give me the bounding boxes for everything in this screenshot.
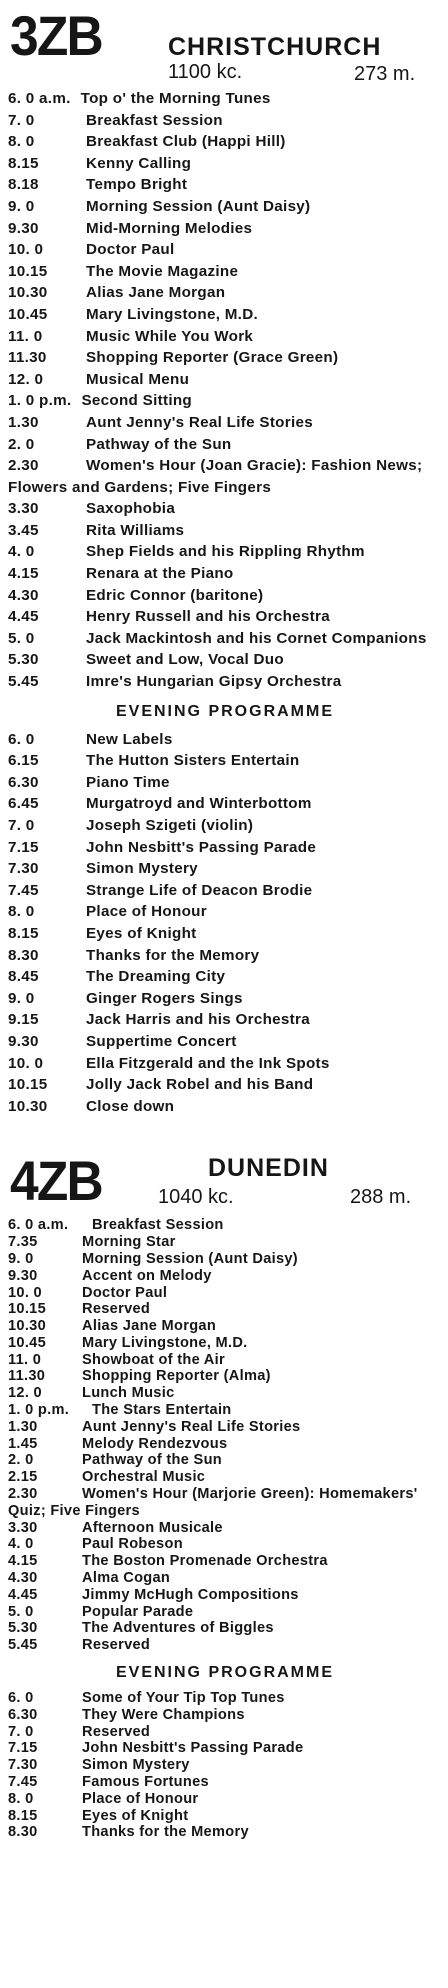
program-row — [8, 434, 442, 456]
program-row — [8, 1031, 442, 1053]
program-title: Sweet and Low, Vocal Duo — [86, 651, 284, 669]
program-time: 6.30 — [8, 1706, 38, 1723]
program-title: Kenny Calling — [86, 154, 192, 172]
program-time: 7.30 — [8, 1757, 38, 1774]
program-title: Alias Jane Morgan — [86, 284, 226, 302]
program-title: Some of Your Tip Top Tunes — [82, 1690, 285, 1707]
program-row — [8, 520, 442, 542]
program-title: Popular Parade — [82, 1603, 194, 1620]
program-title: Reserved — [82, 1723, 151, 1740]
program-row — [8, 1335, 442, 1352]
station-header — [0, 1145, 448, 1213]
program-row — [8, 196, 442, 218]
evening-programme-heading: EVENING PROGRAMME — [115, 702, 334, 720]
program-row — [8, 498, 442, 520]
program-title: Women's Hour (Joan Gracie): Fashion News; Flowers and Gardens; Five Fingers — [8, 457, 423, 496]
program-title: Reserved — [82, 1301, 151, 1318]
program-title: Eyes of Knight — [82, 1807, 189, 1824]
evening-programme-heading: EVENING PROGRAMME — [115, 1664, 334, 1682]
program-time: 8. 0 — [8, 133, 35, 151]
program-time: 6. 0 a.m. — [8, 1217, 69, 1234]
program-title: Mary Livingstone, M.D. — [86, 305, 258, 323]
program-title: Melody Rendezvous — [82, 1435, 228, 1452]
program-row — [8, 1553, 442, 1570]
schedule-list — [0, 1213, 448, 1841]
program-time: 11.30 — [8, 349, 47, 367]
program-time: 6. 0 a.m. — [8, 90, 71, 107]
program-row — [8, 1234, 442, 1251]
program-title: They Were Champions — [82, 1706, 245, 1723]
program-title: Musical Menu — [86, 370, 190, 388]
program-time: 10.15 — [8, 262, 48, 280]
program-row — [8, 1824, 442, 1841]
program-title: Eyes of Knight — [86, 924, 197, 942]
station-4zb — [0, 1145, 448, 1841]
program-row — [8, 880, 442, 902]
program-time: 5. 0 — [8, 629, 35, 647]
program-time: 3.45 — [8, 521, 39, 539]
program-row — [8, 793, 442, 815]
program-title: Famous Fortunes — [82, 1774, 209, 1791]
program-title: Jimmy McHugh Compositions — [82, 1586, 299, 1603]
program-time: 7. 0 — [8, 1723, 34, 1740]
program-time: 4.15 — [8, 565, 39, 583]
program-time: 5.45 — [8, 1637, 38, 1654]
program-time: 2. 0 — [8, 1452, 34, 1469]
program-time: 10.30 — [8, 1097, 48, 1115]
program-row — [8, 1452, 442, 1469]
program-row — [8, 1385, 442, 1402]
program-time: 6.45 — [8, 795, 39, 813]
program-title: Thanks for the Memory — [82, 1824, 249, 1841]
program-row — [8, 1620, 442, 1637]
program-row — [8, 1251, 442, 1268]
program-time: 8.30 — [8, 1824, 38, 1841]
program-row — [8, 858, 442, 880]
program-row — [8, 1520, 442, 1537]
program-row — [8, 1301, 442, 1318]
program-title: Tempo Bright — [86, 176, 188, 194]
program-title: Jack Harris and his Orchestra — [86, 1011, 310, 1029]
program-title: Top o' the Morning Tunes — [80, 90, 271, 107]
program-row — [8, 815, 442, 837]
program-time: 7. 0 — [8, 111, 35, 129]
program-row — [8, 88, 442, 110]
program-row — [8, 1690, 442, 1707]
program-time: 8. 0 — [8, 903, 35, 921]
program-time: 5.30 — [8, 1620, 38, 1637]
program-row — [8, 606, 442, 628]
program-title: Doctor Paul — [82, 1284, 168, 1301]
program-time: 10.45 — [8, 1334, 47, 1351]
program-time: 1. 0 p.m. — [8, 392, 72, 410]
program-title: Rita Williams — [86, 521, 185, 539]
program-row — [8, 541, 442, 563]
program-row — [8, 1053, 442, 1075]
program-title: Jolly Jack Robel and his Band — [86, 1076, 314, 1094]
program-time: 2.30 — [8, 1486, 38, 1503]
program-time: 7.45 — [8, 1774, 38, 1791]
program-title: Morning Session (Aunt Daisy) — [86, 197, 311, 215]
program-time: 6.15 — [8, 752, 39, 770]
program-time: 8.45 — [8, 968, 39, 986]
program-row — [8, 1217, 442, 1234]
program-time: 5.30 — [8, 651, 39, 669]
program-title: Imre's Hungarian Gipsy Orchestra — [86, 673, 342, 691]
program-time: 9.30 — [8, 219, 39, 237]
program-row — [8, 1318, 442, 1335]
program-row — [8, 1009, 442, 1031]
program-row — [8, 1724, 442, 1741]
program-time: 4.45 — [8, 608, 39, 626]
program-row — [8, 1486, 442, 1520]
program-time: 10. 0 — [8, 241, 44, 259]
program-time: 4.30 — [8, 586, 39, 604]
frequency: 1040 kc. — [158, 1186, 234, 1209]
program-title: Lunch Music — [82, 1385, 175, 1402]
program-time: 3.30 — [8, 500, 39, 518]
program-row — [8, 131, 442, 153]
program-row — [8, 369, 442, 391]
program-time: 8. 0 — [8, 1790, 34, 1807]
program-title: Breakfast Session — [86, 111, 223, 129]
program-time: 9. 0 — [8, 989, 35, 1007]
program-row — [8, 1096, 442, 1118]
program-row — [8, 1637, 442, 1654]
program-row — [8, 304, 442, 326]
program-title: Aunt Jenny's Real Life Stories — [82, 1418, 301, 1435]
program-row — [8, 1469, 442, 1486]
program-title: Shep Fields and his Rippling Rhythm — [86, 543, 365, 561]
program-time: 11. 0 — [8, 327, 43, 345]
program-time: 5.45 — [8, 673, 39, 691]
program-row — [8, 174, 442, 196]
program-title: Second Sitting — [81, 392, 192, 410]
program-time: 9. 0 — [8, 1250, 34, 1267]
program-row — [8, 1436, 442, 1453]
program-row — [8, 1419, 442, 1436]
program-time: 11. 0 — [8, 1351, 42, 1368]
program-time: 9. 0 — [8, 197, 35, 215]
program-time: 8.30 — [8, 946, 39, 964]
program-row — [8, 455, 442, 498]
program-time: 8.15 — [8, 1807, 38, 1824]
program-row — [8, 1604, 442, 1621]
program-row — [8, 901, 442, 923]
program-time: 10.30 — [8, 1318, 47, 1335]
program-time: 7.35 — [8, 1234, 38, 1251]
program-time: 4.15 — [8, 1553, 38, 1570]
program-title: Morning Session (Aunt Daisy) — [82, 1250, 298, 1267]
program-row — [8, 1587, 442, 1604]
program-title: Jack Mackintosh and his Cornet Companions — [86, 629, 427, 647]
program-title: Paul Robeson — [82, 1536, 183, 1553]
program-time: 8.18 — [8, 176, 39, 194]
program-title: Aunt Jenny's Real Life Stories — [86, 413, 313, 431]
program-title: The Adventures of Biggles — [82, 1620, 274, 1637]
program-time: 7.30 — [8, 860, 39, 878]
program-title: Suppertime Concert — [86, 1032, 237, 1050]
program-time: 10.15 — [8, 1076, 48, 1094]
program-time: 1.30 — [8, 413, 39, 431]
program-title: Women's Hour (Marjorie Green): Homemakers' Quiz; Five Fingers — [8, 1486, 418, 1519]
program-row — [8, 750, 442, 772]
program-title: John Nesbitt's Passing Parade — [86, 838, 317, 856]
program-time: 8.15 — [8, 154, 39, 172]
program-row — [8, 1791, 442, 1808]
program-time: 7.15 — [8, 838, 39, 856]
program-time: 9.30 — [8, 1032, 39, 1050]
program-row — [8, 282, 442, 304]
program-title: Place of Honour — [86, 903, 207, 921]
wavelength: 288 m. — [350, 1186, 412, 1209]
program-title: John Nesbitt's Passing Parade — [82, 1740, 304, 1757]
program-time: 4. 0 — [8, 1536, 34, 1553]
program-title: Mid-Morning Melodies — [86, 219, 253, 237]
program-title: Accent on Melody — [82, 1267, 212, 1284]
program-row — [8, 1285, 442, 1302]
program-row — [8, 988, 442, 1010]
program-row — [8, 1402, 442, 1419]
program-title: New Labels — [86, 730, 173, 748]
program-row — [8, 563, 442, 585]
program-time: 5. 0 — [8, 1603, 34, 1620]
program-time: 3.30 — [8, 1519, 38, 1536]
program-row — [8, 1774, 442, 1791]
program-time: 10.15 — [8, 1301, 47, 1318]
program-time: 7.15 — [8, 1740, 38, 1757]
program-row — [8, 945, 442, 967]
program-title: Ginger Rogers Sings — [86, 989, 243, 1007]
program-row — [8, 1352, 442, 1369]
program-title: Place of Honour — [82, 1790, 199, 1807]
program-row — [8, 390, 442, 412]
program-title: Mary Livingstone, M.D. — [82, 1334, 248, 1351]
program-time: 2. 0 — [8, 435, 35, 453]
program-row — [8, 153, 442, 175]
program-time: 6.30 — [8, 773, 39, 791]
program-time: 4.45 — [8, 1586, 38, 1603]
program-title: The Dreaming City — [86, 968, 226, 986]
program-title: Shopping Reporter (Grace Green) — [86, 349, 339, 367]
program-title: Henry Russell and his Orchestra — [86, 608, 330, 626]
program-title: Reserved — [82, 1637, 151, 1654]
program-title: Breakfast Session — [92, 1217, 224, 1234]
program-title: Pathway of the Sun — [82, 1452, 223, 1469]
program-title: Murgatroyd and Winterbottom — [86, 795, 312, 813]
program-time: 7. 0 — [8, 817, 35, 834]
program-time: 11.30 — [8, 1368, 46, 1385]
city-name: CHRISTCHURCH — [168, 33, 382, 61]
program-title: Ella Fitzgerald and the Ink Spots — [86, 1054, 330, 1072]
program-time: 8.15 — [8, 924, 39, 942]
program-time: 1.45 — [8, 1435, 38, 1452]
program-title: Afternoon Musicale — [82, 1519, 223, 1536]
program-row — [8, 326, 442, 348]
program-row — [8, 772, 442, 794]
program-title: Shopping Reporter (Alma) — [82, 1368, 271, 1385]
program-title: Joseph Szigeti (violin) — [86, 817, 254, 834]
program-title: Breakfast Club (Happi Hill) — [86, 133, 286, 151]
program-row — [8, 347, 442, 369]
program-time: 7.45 — [8, 881, 39, 899]
program-row — [8, 239, 442, 261]
program-row — [8, 1707, 442, 1724]
program-row — [8, 649, 442, 671]
program-time: 9.15 — [8, 1011, 39, 1029]
program-row — [8, 585, 442, 607]
program-time: 4.30 — [8, 1570, 38, 1587]
program-title: Showboat of the Air — [82, 1351, 225, 1368]
program-title: Saxophobia — [86, 500, 176, 518]
program-time: 2.15 — [8, 1469, 38, 1486]
program-title: Pathway of the Sun — [86, 435, 232, 453]
program-title: The Movie Magazine — [86, 262, 239, 280]
program-title: Orchestral Music — [82, 1469, 206, 1486]
program-title: Thanks for the Memory — [86, 946, 260, 964]
program-row — [8, 110, 442, 132]
program-time: 6. 0 — [8, 730, 35, 748]
program-row — [8, 261, 442, 283]
program-row — [8, 628, 442, 650]
program-row — [8, 1368, 442, 1385]
call-sign: 4ZB — [10, 1149, 102, 1213]
program-title: Simon Mystery — [82, 1757, 190, 1774]
program-row — [8, 1536, 442, 1553]
program-row — [8, 837, 442, 859]
program-title: Piano Time — [86, 773, 170, 791]
program-title: Alias Jane Morgan — [82, 1318, 217, 1335]
program-time: 12. 0 — [8, 1385, 42, 1402]
program-title: The Hutton Sisters Entertain — [86, 752, 300, 770]
program-time: 1.30 — [8, 1418, 38, 1435]
schedule-list — [0, 68, 448, 1117]
program-row — [8, 729, 442, 751]
station-header — [0, 0, 448, 85]
call-sign: 3ZB — [10, 4, 102, 67]
program-row — [8, 412, 442, 434]
program-time: 10. 0 — [8, 1284, 42, 1301]
frequency: 1100 kc. — [168, 61, 243, 83]
program-title: Alma Cogan — [82, 1570, 171, 1587]
program-title: Morning Star — [82, 1234, 176, 1251]
wavelength: 273 m. — [354, 63, 416, 85]
program-time: 2.30 — [8, 457, 39, 475]
program-row — [8, 1074, 442, 1096]
program-title: The Stars Entertain — [92, 1402, 232, 1419]
program-time: 10. 0 — [8, 1054, 44, 1072]
program-title: Simon Mystery — [86, 860, 198, 878]
program-row — [8, 923, 442, 945]
program-time: 4. 0 — [8, 543, 35, 561]
city-name: DUNEDIN — [208, 1154, 329, 1183]
program-title: Strange Life of Deacon Brodie — [86, 881, 313, 899]
program-time: 1. 0 p.m. — [8, 1402, 70, 1419]
program-title: Close down — [86, 1097, 175, 1115]
program-time: 10.45 — [8, 305, 48, 323]
program-time: 9.30 — [8, 1267, 38, 1284]
program-time: 12. 0 — [8, 370, 44, 388]
program-row — [8, 1268, 442, 1285]
program-row — [8, 218, 442, 240]
program-time: 10.30 — [8, 284, 48, 302]
program-row — [8, 1740, 442, 1757]
program-row — [8, 1757, 442, 1774]
program-title: The Boston Promenade Orchestra — [82, 1553, 328, 1570]
program-title: Doctor Paul — [86, 241, 175, 259]
program-title: Renara at the Piano — [86, 565, 234, 583]
program-row — [8, 671, 442, 693]
program-row — [8, 1570, 442, 1587]
program-row — [8, 966, 442, 988]
program-time: 6. 0 — [8, 1690, 34, 1707]
program-row — [8, 1808, 442, 1825]
program-title: Edric Connor (baritone) — [86, 586, 264, 604]
program-title: Music While You Work — [86, 327, 254, 345]
